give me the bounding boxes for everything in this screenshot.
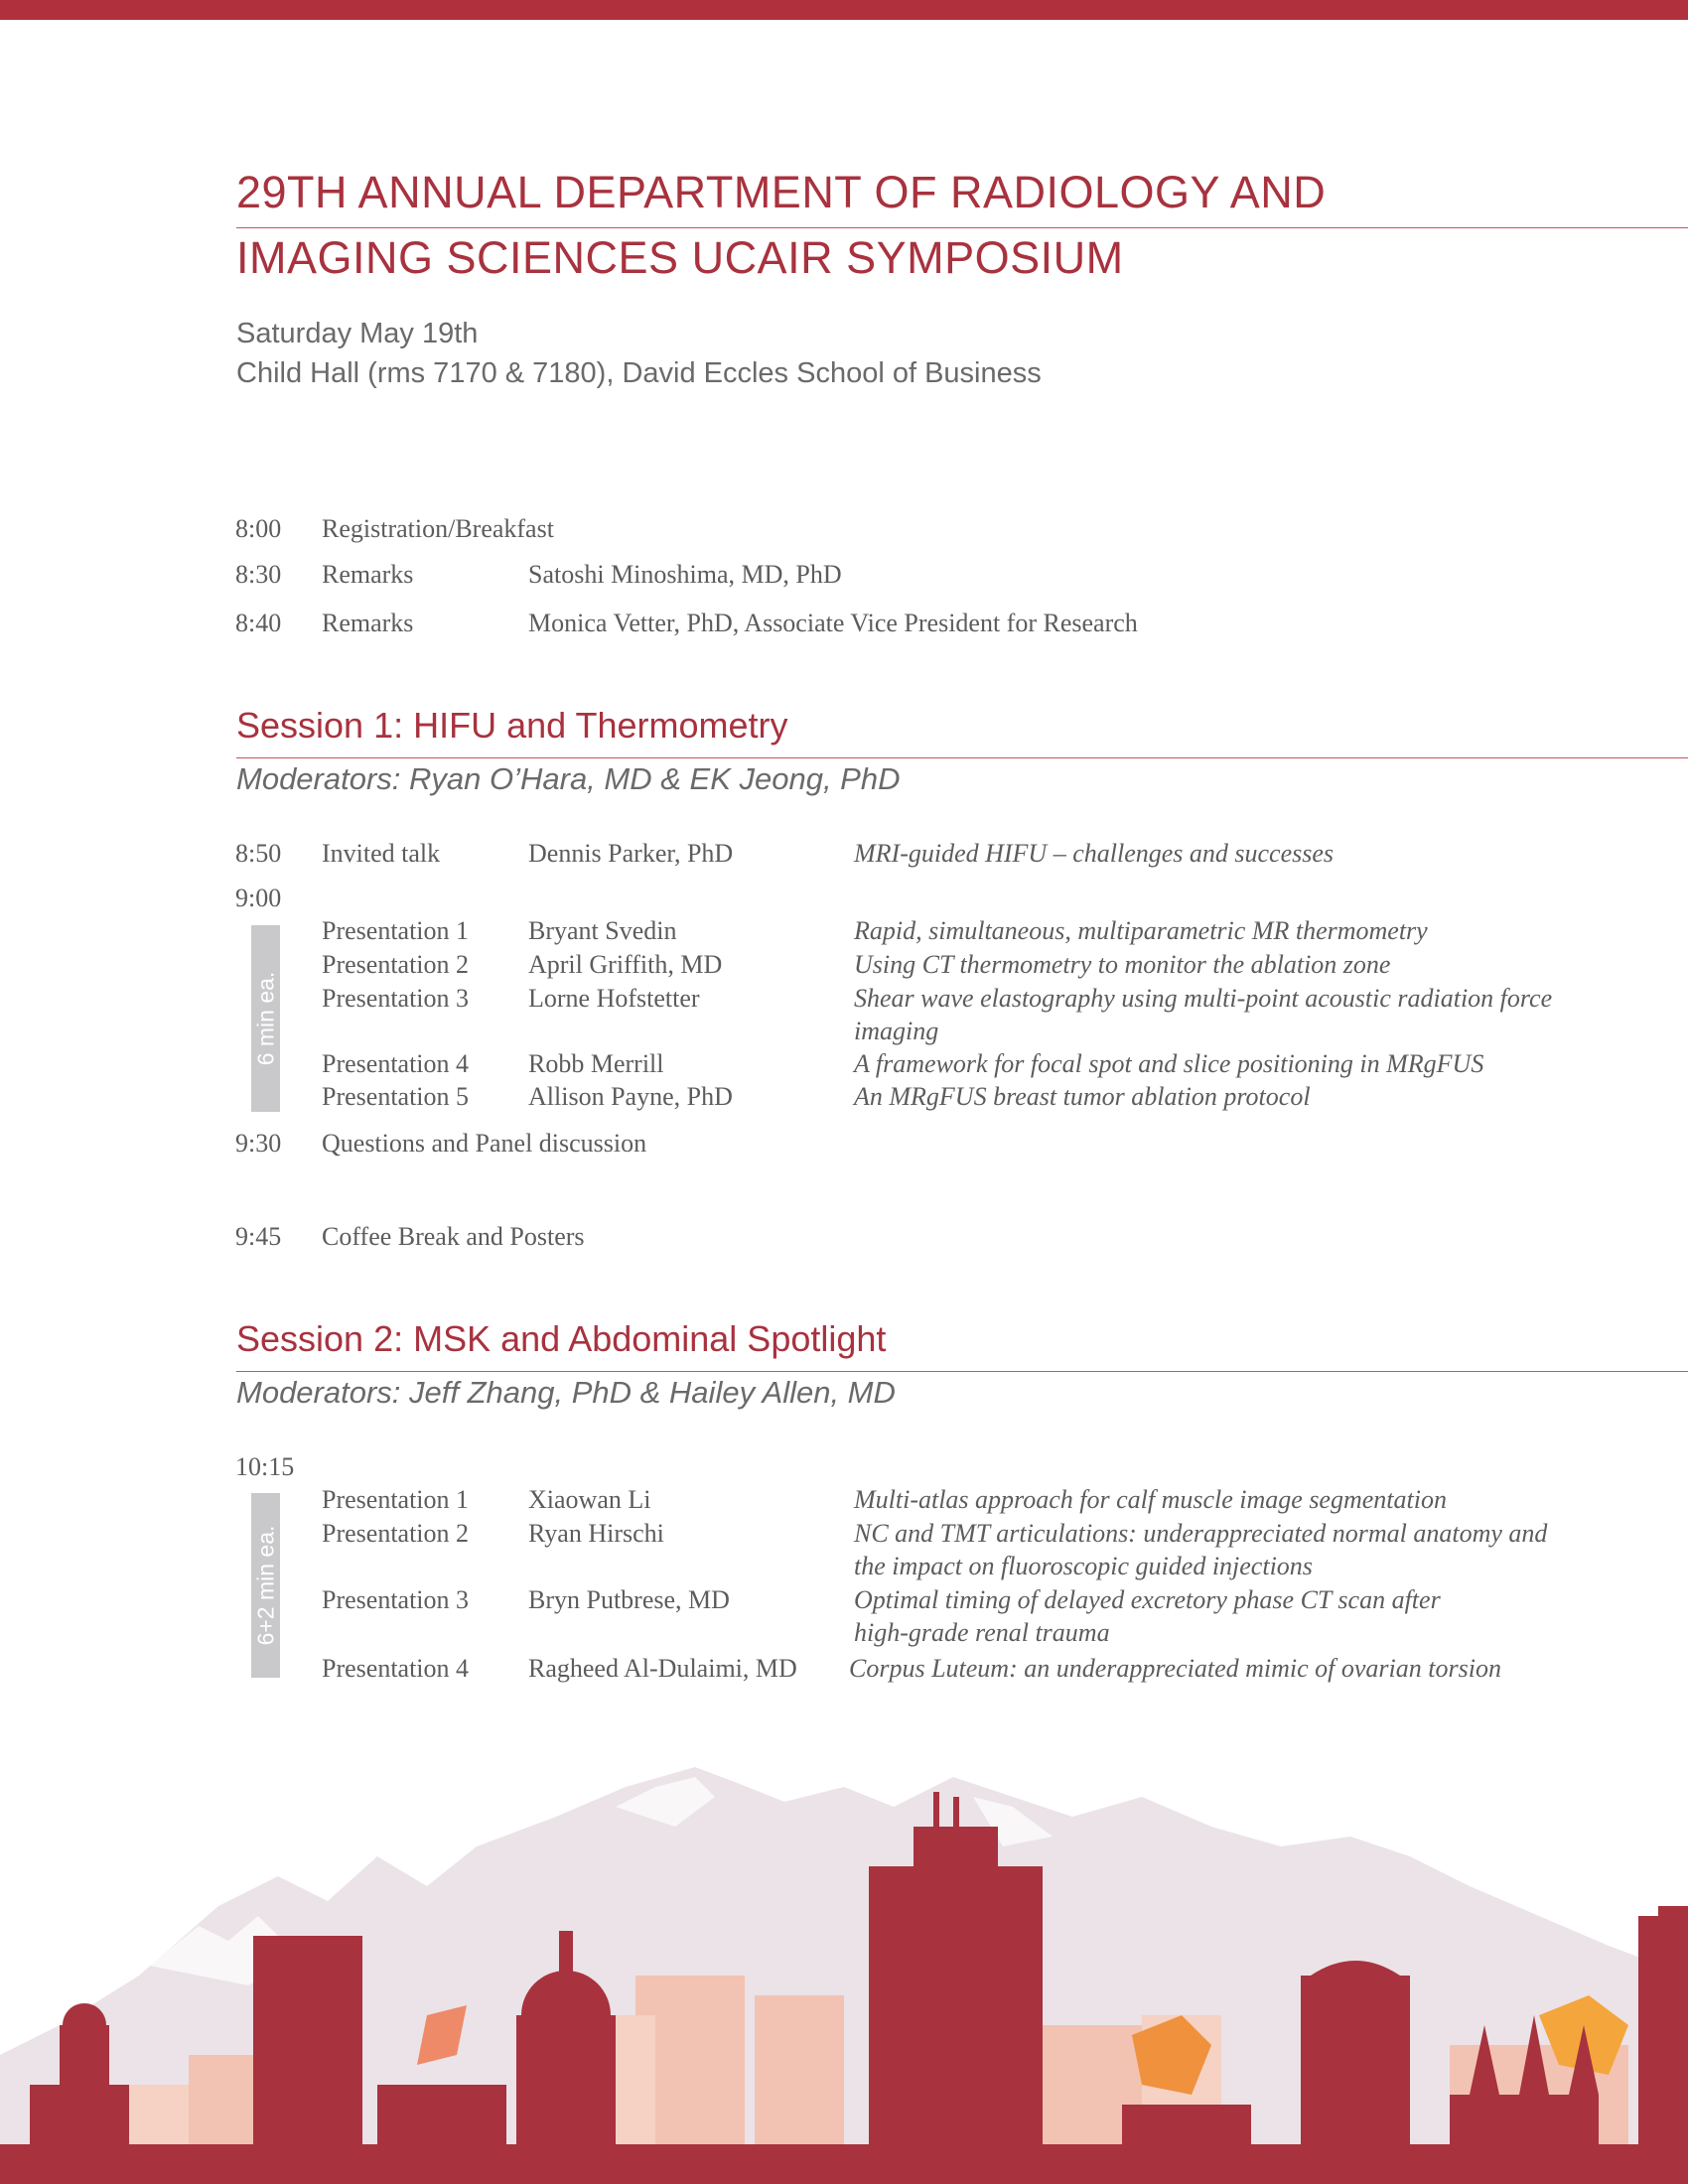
presentation-label: Presentation 4 [322, 1654, 470, 1683]
city-skyline-illustration [0, 1727, 1688, 2184]
schedule-time: 9:30 [235, 1129, 282, 1158]
page-title-line-1: 29TH ANNUAL DEPARTMENT OF RADIOLOGY AND [236, 167, 1327, 217]
session-2-rule [236, 1371, 1688, 1372]
schedule-time: 9:00 [235, 884, 282, 912]
schedule-speaker: Monica Vetter, PhD, Associate Vice President for Research [528, 609, 1138, 637]
presentation-label: Presentation 1 [322, 1485, 470, 1514]
schedule-time: 10:15 [235, 1452, 295, 1481]
presentation-label: Presentation 5 [322, 1082, 470, 1111]
presentation-speaker: Robb Merrill [528, 1049, 664, 1078]
presentation-title: NC and TMT articulations: underappreciated normal anatomy and [854, 1519, 1548, 1548]
duration-sidebar [251, 1493, 280, 1678]
talk-title: MRI-guided HIFU – challenges and successes [854, 839, 1335, 868]
presentation-title: Rapid, simultaneous, multiparametric MR thermometry [854, 916, 1428, 945]
presentation-label: Presentation 3 [322, 1585, 470, 1614]
presentation-title: An MRgFUS breast tumor ablation protocol [854, 1082, 1311, 1111]
session-2-title: Session 2: MSK and Abdominal Spotlight [236, 1318, 887, 1359]
presentation-title: Multi-atlas approach for calf muscle image segmentation [854, 1485, 1447, 1514]
schedule-time: 8:50 [235, 839, 282, 868]
presentation-title-continued: high-grade renal trauma [854, 1618, 1110, 1647]
presentation-title: A framework for focal spot and slice positioning in MRgFUS [854, 1049, 1484, 1078]
presentation-speaker: Ragheed Al-Dulaimi, MD [528, 1654, 797, 1683]
duration-sidebar [251, 925, 280, 1112]
schedule-label: Remarks [322, 609, 414, 637]
schedule-speaker: Dennis Parker, PhD [528, 839, 734, 868]
duration-note: 6+2 min ea. [252, 1525, 278, 1646]
schedule-label: Remarks [322, 560, 414, 589]
presentation-title-continued: the impact on fluoroscopic guided injections [854, 1552, 1313, 1580]
presentation-label: Presentation 2 [322, 1519, 470, 1548]
presentation-speaker: April Griffith, MD [528, 950, 723, 979]
schedule-label: Registration/Breakfast [322, 514, 554, 543]
presentation-label: Presentation 4 [322, 1049, 470, 1078]
presentation-speaker: Bryant Svedin [528, 916, 677, 945]
schedule-time: 8:00 [235, 514, 282, 543]
page-title-line-2: IMAGING SCIENCES UCAIR SYMPOSIUM [236, 232, 1124, 283]
session-1-title: Session 1: HIFU and Thermometry [236, 705, 788, 746]
event-location: Child Hall (rms 7170 & 7180), David Eccles School of Business [236, 357, 1042, 389]
schedule-time: 8:40 [235, 609, 282, 637]
schedule-label: Coffee Break and Posters [322, 1222, 585, 1251]
schedule-time: 8:30 [235, 560, 282, 589]
schedule-label: Invited talk [322, 839, 441, 868]
presentation-title: Shear wave elastography using multi-point acoustic radiation force [854, 984, 1553, 1013]
presentation-speaker: Ryan Hirschi [528, 1519, 664, 1548]
event-date: Saturday May 19th [236, 318, 479, 349]
schedule-time: 9:45 [235, 1222, 282, 1251]
top-accent-bar [0, 0, 1688, 20]
session-2-moderators: Moderators: Jeff Zhang, PhD & Hailey Allen, MD [236, 1375, 896, 1410]
title-rule [236, 227, 1688, 228]
presentation-speaker: Lorne Hofstetter [528, 984, 700, 1013]
presentation-title-continued: imaging [854, 1017, 939, 1045]
presentation-speaker: Xiaowan Li [528, 1485, 651, 1514]
presentation-title: Optimal timing of delayed excretory phase CT scan after [854, 1585, 1441, 1614]
schedule-label: Questions and Panel discussion [322, 1129, 647, 1158]
presentation-title: Using CT thermometry to monitor the ablation zone [854, 950, 1391, 979]
session-1-rule [236, 757, 1688, 758]
presentation-title: Corpus Luteum: an underappreciated mimic of ovarian torsion [849, 1654, 1501, 1683]
presentation-speaker: Bryn Putbrese, MD [528, 1585, 730, 1614]
presentation-label: Presentation 3 [322, 984, 470, 1013]
presentation-label: Presentation 2 [322, 950, 470, 979]
schedule-speaker: Satoshi Minoshima, MD, PhD [528, 560, 842, 589]
presentation-speaker: Allison Payne, PhD [528, 1082, 733, 1111]
presentation-label: Presentation 1 [322, 916, 470, 945]
session-1-moderators: Moderators: Ryan O’Hara, MD & EK Jeong, PhD [236, 761, 901, 796]
duration-note: 6 min ea. [252, 971, 278, 1066]
